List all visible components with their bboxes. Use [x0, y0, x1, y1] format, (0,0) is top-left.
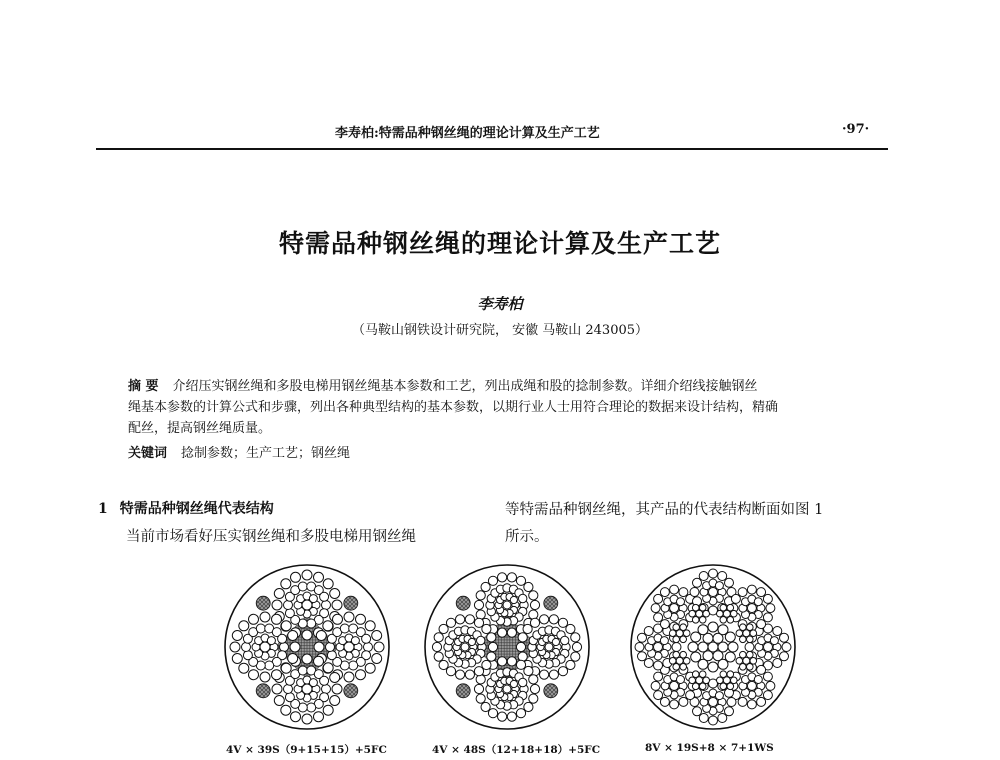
rope-cross-section-figure: [422, 562, 592, 732]
keywords-label: 关键词: [128, 446, 168, 461]
figure-caption: 4V × 48S（12+18+18）+5FC: [432, 744, 601, 756]
abstract-line: 配丝，提高钢丝绳质量。: [128, 421, 272, 436]
keywords: [128, 443, 858, 464]
body-text-line: 等特需品种钢丝绳，其产品的代表结构断面如图 1: [505, 502, 824, 518]
author-affiliation: （马鞍山钢铁设计研究院， 安徽 马鞍山 243005）: [351, 323, 649, 338]
section-number: 1: [98, 501, 108, 517]
abstract-text: 介绍压实钢丝绳和多股电梯用钢丝绳基本参数和工艺，列出成绳和股的捻制参数。详细介绍线接触钢丝: [172, 379, 758, 394]
author-name: 李寿柏: [477, 295, 523, 313]
running-header-title: 李寿柏:特需品种钢丝绳的理论计算及生产工艺: [335, 126, 600, 141]
section-heading: [98, 498, 274, 518]
abstract-line: 绳基本参数的计算公式和步骤，列出各种典型结构的基本参数，以期行业人士用符合理论的数据来设计结构，精确: [128, 400, 779, 415]
paper-title: 特需品种钢丝绳的理论计算及生产工艺: [278, 229, 721, 258]
body-text-line: 所示。: [505, 529, 549, 545]
figure-caption: 8V × 19S+8 × 7+1WS: [645, 742, 774, 754]
rope-cross-section-figure: [628, 562, 798, 732]
header-rule: [96, 148, 888, 150]
section-title: 特需品种钢丝绳代表结构: [119, 501, 274, 517]
keywords-text: 捻制参数；生产工艺；钢丝绳: [181, 446, 351, 461]
rope-cross-section-figure: [222, 562, 392, 732]
abstract-line: [128, 376, 858, 397]
abstract-label: 摘 要: [128, 379, 159, 394]
page-number: ·97·: [842, 122, 870, 137]
body-text-line: 当前市场看好压实钢丝绳和多股电梯用钢丝绳: [126, 529, 416, 545]
figure-caption: 4V × 39S（9+15+15）+5FC: [226, 744, 387, 756]
